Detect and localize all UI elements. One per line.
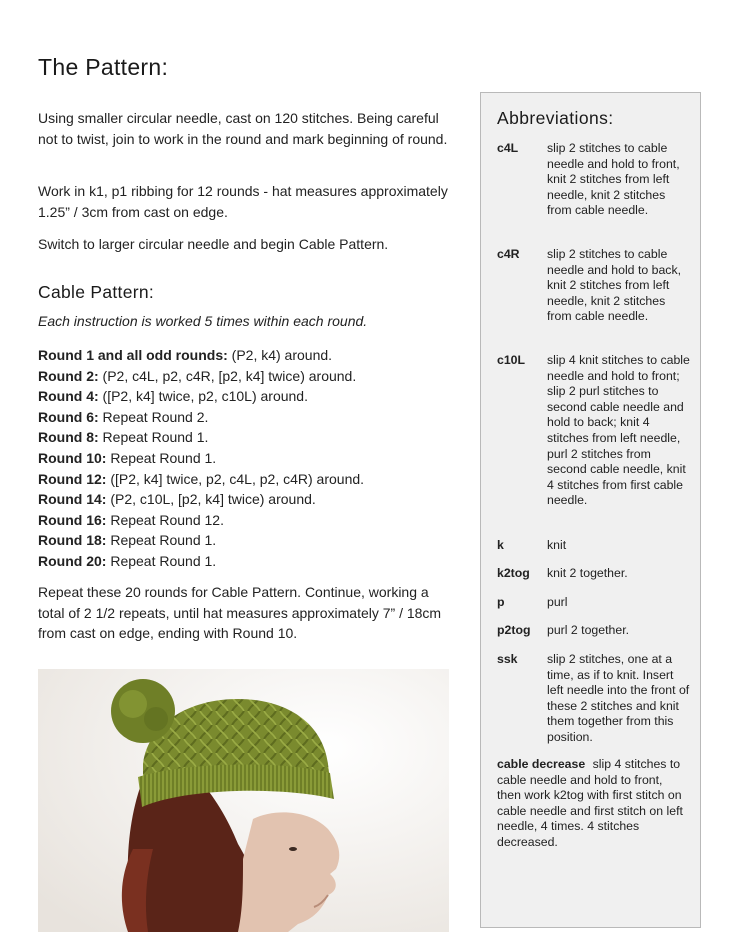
abbreviation-entry bbox=[497, 353, 693, 509]
hat-photo bbox=[38, 669, 449, 932]
abbreviation-entry bbox=[497, 247, 693, 325]
abbreviation-term: k2tog bbox=[497, 566, 530, 580]
page-title: The Pattern: bbox=[38, 54, 169, 80]
abbreviation-entry bbox=[497, 141, 693, 219]
abbreviation-definition: slip 2 stitches, one at a time, as if to knit. Insert left needle into the front of these 2 stitches and knit them together from this position. bbox=[547, 652, 690, 744]
round-line: Round 10: Repeat Round 1. bbox=[38, 449, 217, 466]
cable-pattern-note: Each instruction is worked 5 times within each round. bbox=[38, 313, 368, 329]
abbreviation-term: p2tog bbox=[497, 623, 531, 637]
hat-photo-illustration bbox=[38, 669, 449, 932]
abbreviation-definition: slip 2 stitches to cable needle and hold to back, knit 2 stitches from left needle, knit 2 stitches from cable needle. bbox=[547, 247, 682, 324]
abbreviation-definition: knit 2 together. bbox=[547, 566, 628, 580]
abbreviation-definition: purl bbox=[547, 595, 568, 609]
round-line: Round 6: Repeat Round 2. bbox=[38, 408, 209, 425]
abbreviation-term: c10L bbox=[497, 353, 526, 367]
abbreviation-term: cable decrease bbox=[497, 757, 586, 771]
round-line: Round 4: ([P2, k4] twice, p2, c10L) around. bbox=[38, 388, 308, 405]
round-line: Round 8: Repeat Round 1. bbox=[38, 429, 209, 446]
cable-pattern-heading: Cable Pattern: bbox=[38, 282, 155, 302]
ribbing-paragraph: Work in k1, p1 ribbing for 12 rounds - hat measures approximately 1.25” / 3cm from cast on edge. bbox=[38, 183, 448, 220]
abbreviation-entry bbox=[497, 757, 683, 851]
abbreviation-definition: knit bbox=[547, 538, 567, 552]
round-line: Round 2: (P2, c4L, p2, c4R, [p2, k4] twice) around. bbox=[38, 367, 357, 384]
abbreviation-term: p bbox=[497, 595, 505, 609]
round-line: Round 18: Repeat Round 1. bbox=[38, 532, 217, 549]
abbreviation-entry bbox=[497, 595, 693, 611]
abbreviation-entry bbox=[497, 538, 693, 554]
round-line: Round 12: ([P2, k4] twice, p2, c4L, p2, c4R) around. bbox=[38, 470, 365, 487]
abbreviation-term: c4L bbox=[497, 141, 519, 155]
switch-needle-paragraph: Switch to larger circular needle and begin Cable Pattern. bbox=[38, 236, 389, 252]
abbreviation-entry bbox=[497, 652, 693, 746]
abbreviation-term: c4R bbox=[497, 247, 520, 261]
repeat-paragraph: Repeat these 20 rounds for Cable Pattern. Continue, working a total of 2 1/2 repeats, until hat measures approximately 7” / 18cm from cast on edge, ending with Round 10. bbox=[38, 584, 442, 641]
abbreviation-entry bbox=[497, 623, 693, 639]
abbreviation-definition: slip 4 knit stitches to cable needle and hold to front; slip 2 purl stitches to second cable needle and hold to back; knit 4 stitches from left needle, purl 2 stitches from second cable needle, knit 4 stitches from first cable needle. bbox=[547, 353, 690, 508]
abbreviation-definition: purl 2 together. bbox=[547, 623, 630, 637]
abbreviation-definition: slip 4 stitches to cable needle and hold to front, then work k2tog with first stitch on cable needle and first stitch on left needle, 4 times. 4 stitches decreased. bbox=[497, 757, 683, 849]
round-line: Round 1 and all odd rounds: (P2, k4) around. bbox=[38, 347, 333, 363]
round-line: Round 16: Repeat Round 12. bbox=[38, 511, 224, 528]
abbreviation-entry bbox=[497, 566, 693, 582]
abbreviation-term: k bbox=[497, 538, 504, 552]
round-line: Round 14: (P2, c10L, [p2, k4] twice) around. bbox=[38, 491, 316, 508]
abbreviation-definition: slip 2 stitches to cable needle and hold to front, knit 2 stitches from left needle, knit 2 stitches from cable needle. bbox=[547, 141, 680, 218]
round-line: Round 20: Repeat Round 1. bbox=[38, 552, 217, 569]
abbreviation-term: ssk bbox=[497, 652, 518, 666]
rounds-list bbox=[38, 345, 364, 572]
cast-on-paragraph: Using smaller circular needle, cast on 120 stitches. Being careful not to twist, join to work in the round and mark beginning of round. bbox=[38, 110, 448, 147]
abbreviations-heading: Abbreviations: bbox=[497, 108, 614, 128]
